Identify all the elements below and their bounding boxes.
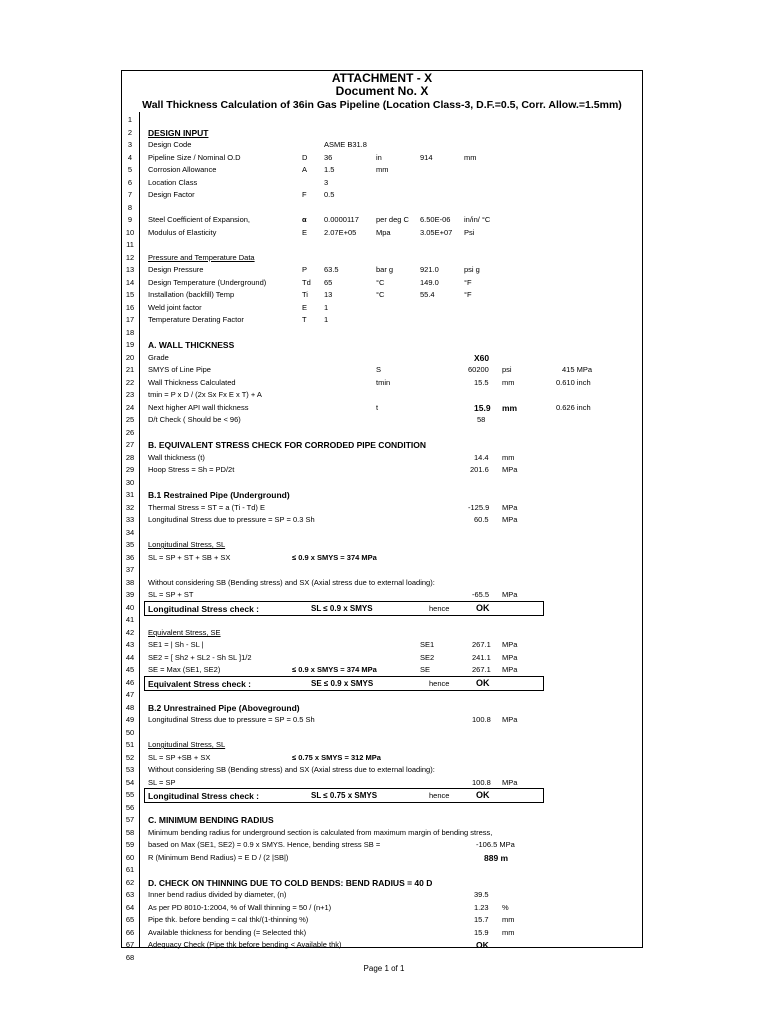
row-number: 46: [125, 677, 135, 687]
cell-text: Without considering SB (Bending stress) and SX (Axial stress due to external loading):: [148, 765, 435, 774]
sheet-row: [122, 377, 642, 390]
sheet-row: [122, 564, 642, 577]
cell-text: D/t Check ( Should be < 96): [148, 415, 241, 424]
cell-text: 0.0000117: [324, 215, 359, 224]
sheet-row: [122, 702, 642, 715]
cell-text: 36: [324, 152, 333, 162]
row-number: 59: [125, 840, 135, 849]
row-number: 20: [125, 352, 135, 362]
row-number: 39: [125, 590, 135, 599]
sheet-row: [122, 339, 642, 352]
sheet-row: [122, 414, 642, 427]
sheet-row: [122, 727, 642, 740]
cell-text: -106.5 MPa: [476, 840, 515, 849]
cell-text: T: [302, 315, 307, 324]
cell-text: Mpa: [376, 227, 391, 237]
check-label: Equivalent Stress check :: [148, 678, 251, 689]
cell-text: MPa: [502, 665, 518, 674]
sheet-row: [122, 914, 642, 927]
sheet-row: [122, 527, 642, 540]
cell-text: ASME B31.8: [324, 140, 367, 149]
sheet-row: [122, 752, 642, 765]
row-number: 30: [125, 477, 135, 487]
cell-text: SE2 = [ Sh2 + SL2 - Sh SL ]1/2: [148, 652, 252, 662]
sheet-row: [122, 352, 642, 365]
row-number: 16: [125, 302, 135, 312]
row-number: 35: [125, 540, 135, 549]
cell-text: X60: [474, 352, 490, 363]
cell-text: SL = SP + ST: [148, 590, 194, 599]
row-number: 17: [125, 315, 135, 324]
cell-text: 267.1: [472, 640, 491, 649]
cell-text: Longitudinal Stress due to pressure = SP = 0.5 Sh: [148, 715, 315, 724]
row-number: 25: [125, 415, 135, 424]
row-number: 18: [125, 327, 135, 337]
row-number: 33: [125, 515, 135, 524]
cell-text: mm: [502, 377, 515, 387]
cell-text: C. MINIMUM BENDING RADIUS: [148, 815, 274, 825]
sheet-row: [122, 952, 642, 965]
row-number: 65: [125, 915, 135, 924]
cell-text: ≤ 0.9 x SMYS = 374 MPa: [292, 665, 377, 674]
cell-text: ≤ 0.9 x SMYS = 374 MPa: [292, 552, 377, 562]
row-number: 1: [127, 115, 133, 124]
cell-text: OK: [476, 940, 489, 950]
cell-text: Minimum bending radius for underground section is calculated from maximum margin of bending stress,: [148, 827, 493, 837]
sheet-row: [122, 227, 642, 240]
cell-text: in: [376, 152, 382, 162]
sheet-row: [122, 627, 642, 640]
check-criterion: SL ≤ 0.75 x SMYS: [311, 791, 378, 800]
row-number: 10: [125, 227, 135, 237]
row-number: 26: [125, 427, 135, 437]
sheet-row: [122, 577, 642, 590]
cell-text: SMYS of Line Pipe: [148, 365, 211, 374]
cell-text: As per PD 8010-1:2004, % of Wall thinning = 50 / (n+1): [148, 902, 332, 912]
stress-check-box: [144, 788, 544, 803]
cell-text: 267.1: [472, 665, 491, 674]
cell-text: 100.8: [472, 777, 491, 787]
sheet-row: [122, 514, 642, 527]
cell-text: SE1 = | Sh - SL |: [148, 640, 204, 649]
cell-text: 1: [324, 315, 329, 324]
check-criterion: SE ≤ 0.9 x SMYS: [311, 678, 374, 688]
cell-text: Temperature Derating Factor: [148, 315, 244, 324]
cell-text: 149.0: [420, 277, 439, 287]
cell-text: S: [376, 365, 382, 374]
cell-text: 100.8: [472, 715, 491, 724]
sheet-row: [122, 864, 642, 877]
cell-text: psi g: [464, 265, 480, 274]
row-number: 34: [125, 527, 135, 537]
row-number: 2: [127, 127, 133, 137]
cell-text: ≤ 0.75 x SMYS = 312 MPa: [292, 752, 381, 762]
cell-text: α: [302, 215, 307, 224]
cell-text: F: [302, 190, 307, 199]
sheet-row: [122, 402, 642, 415]
cell-text: 15.9: [474, 927, 489, 937]
check-result: OK: [476, 790, 490, 800]
cell-text: 241.1: [472, 652, 491, 662]
sheet-row: [122, 464, 642, 477]
row-number: 36: [125, 552, 135, 562]
cell-text: 1.5: [324, 165, 335, 174]
cell-text: SE = Max (SE1, SE2): [148, 665, 221, 674]
cell-text: Available thickness for bending (= Selected thk): [148, 927, 307, 937]
cell-text: per deg C: [376, 215, 409, 224]
cell-text: SL = SP + ST + SB + SX: [148, 552, 231, 562]
cell-text: tmin: [376, 377, 391, 387]
cell-text: 2.07E+05: [324, 227, 357, 237]
sheet-row: [122, 152, 642, 165]
row-number: 67: [125, 940, 135, 949]
row-number: 37: [125, 565, 135, 574]
cell-text: Modulus of Elasticity: [148, 227, 217, 237]
sheet-row: [122, 889, 642, 902]
cell-text: D: [302, 152, 308, 162]
row-number: 40: [125, 602, 135, 612]
cell-text: Design Code: [148, 140, 192, 149]
row-number: 63: [125, 890, 135, 899]
cell-text: Steel Coefficient of Expansion,: [148, 215, 251, 224]
row-number: 48: [125, 702, 135, 712]
cell-text: Pressure and Temperature Data: [148, 252, 255, 262]
cell-text: MPa: [502, 515, 518, 524]
cell-text: Adequacy Check (Pipe thk before bending < Available thk): [148, 940, 342, 949]
cell-text: MPa: [502, 465, 518, 474]
cell-text: 201.6: [470, 465, 489, 474]
cell-text: in/in/ °C: [464, 215, 491, 224]
row-number: 42: [125, 627, 135, 637]
cell-text: D. CHECK ON THINNING DUE TO COLD BENDS: BEND RADIUS = 40 D: [148, 877, 433, 888]
row-number: 66: [125, 927, 135, 937]
cell-text: Corrosion Allowance: [148, 165, 217, 174]
cell-text: R (Minimum Bend Radius) = E D / (2 |SB|): [148, 852, 289, 862]
row-number: 51: [125, 740, 135, 749]
sheet-row: [122, 639, 642, 652]
cell-text: Location Class: [148, 177, 198, 187]
cell-text: MPa: [502, 502, 518, 512]
check-hence: hence: [429, 603, 450, 613]
cell-text: B. EQUIVALENT STRESS CHECK FOR CORRODED PIPE CONDITION: [148, 440, 427, 450]
row-number: 52: [125, 752, 135, 762]
cell-text: A: [302, 165, 308, 174]
sheet-row: [122, 764, 642, 777]
cell-text: 1: [324, 302, 329, 312]
cell-text: SL = SP: [148, 777, 176, 787]
row-number: 54: [125, 777, 135, 787]
check-result: OK: [476, 677, 490, 688]
row-number: 7: [127, 190, 133, 199]
cell-text: A. WALL THICKNESS: [148, 340, 235, 350]
cell-text: 63.5: [324, 265, 339, 274]
cell-text: 13: [324, 290, 333, 299]
cell-text: °F: [464, 290, 472, 299]
sheet-row: [122, 502, 642, 515]
cell-text: Hoop Stress = Sh = PD/2t: [148, 465, 235, 474]
check-criterion: SL ≤ 0.9 x SMYS: [311, 603, 373, 613]
cell-text: 415 MPa: [562, 365, 593, 374]
row-number: 68: [125, 952, 135, 962]
row-number: 50: [125, 727, 135, 737]
cell-text: based on Max (SE1, SE2) = 0.9 x SMYS. Hence, bending stress SB =: [148, 840, 381, 849]
row-number: 32: [125, 502, 135, 512]
cell-text: 60200: [468, 365, 489, 374]
cell-text: SE1: [420, 640, 435, 649]
row-number: 14: [125, 277, 135, 287]
row-number: 9: [127, 215, 133, 224]
cell-text: Grade: [148, 352, 169, 362]
cell-text: MPa: [502, 640, 518, 649]
row-number: 64: [125, 902, 135, 912]
cell-text: 1.23: [474, 902, 489, 912]
row-number: 55: [125, 790, 135, 799]
row-number: 15: [125, 290, 135, 299]
cell-text: 15.5: [474, 377, 489, 387]
cell-text: 15.7: [474, 915, 489, 924]
cell-text: Pipe thk. before bending = cal thk/(1-thinning %): [148, 915, 309, 924]
cell-text: %: [502, 902, 509, 912]
cell-text: 58: [477, 415, 486, 424]
sheet-row: [122, 927, 642, 940]
cell-text: Td: [302, 277, 311, 287]
cell-text: Next higher API wall thickness: [148, 402, 249, 412]
cell-text: B.1 Restrained Pipe (Underground): [148, 490, 290, 500]
row-number: 38: [125, 577, 135, 587]
sheet-row: [122, 452, 642, 465]
stress-check-box: [144, 676, 544, 691]
cell-text: bar g: [376, 265, 394, 274]
page-number: Page 1 of 1: [363, 964, 405, 973]
row-number: 22: [125, 377, 135, 387]
sheet-row: [122, 439, 642, 452]
cell-text: Design Pressure: [148, 265, 204, 274]
cell-text: Wall Thickness Calculated: [148, 377, 236, 387]
row-number: 56: [125, 802, 135, 812]
row-number: 19: [125, 340, 135, 349]
sheet-row: [122, 302, 642, 315]
sheet-row: [122, 852, 642, 865]
row-number: 3: [127, 140, 133, 149]
cell-text: Thermal Stress = ST = a (Ti - Td) E: [148, 502, 265, 512]
row-number: 61: [125, 865, 135, 874]
row-number: 57: [125, 815, 135, 824]
sheet-row: [122, 552, 642, 565]
sheet-row: [122, 127, 642, 140]
cell-text: Design Temperature (Underground): [148, 277, 267, 287]
cell-text: 55.4: [420, 290, 435, 299]
sheet-row: [122, 939, 642, 952]
sheet-row: [122, 877, 642, 890]
cell-text: 60.5: [474, 515, 489, 524]
sheet-row: [122, 264, 642, 277]
cell-text: Weld joint factor: [148, 302, 202, 312]
cell-text: mm: [376, 165, 389, 174]
cell-text: MPa: [502, 777, 518, 787]
cell-text: SE: [420, 665, 431, 674]
row-number: 4: [127, 152, 133, 162]
sheet-row: [122, 489, 642, 502]
cell-text: tmin = P x D / (2x Sx Fx E x T) + A: [148, 390, 262, 399]
cell-text: Ti: [302, 290, 308, 299]
sheet-row: [122, 139, 642, 152]
cell-text: Inner bend radius divided by diameter, (n): [148, 890, 287, 899]
cell-text: B.2 Unrestrained Pipe (Aboveground): [148, 702, 300, 713]
sheet-row: [122, 714, 642, 727]
row-number: 12: [125, 252, 135, 262]
cell-text: MPa: [502, 652, 518, 662]
cell-text: 65: [324, 277, 333, 287]
cell-text: MPa: [502, 590, 518, 599]
sheet-row: [122, 164, 642, 177]
row-number: 44: [125, 652, 135, 662]
sheet-row: [122, 902, 642, 915]
check-result: OK: [476, 602, 490, 613]
sheet-row: [122, 739, 642, 752]
cell-text: 889 m: [484, 852, 509, 863]
cell-text: P: [302, 265, 308, 274]
cell-text: t: [376, 402, 379, 412]
cell-text: SE2: [420, 652, 435, 662]
document-number: Document No. X: [335, 84, 429, 98]
row-number: 24: [125, 402, 135, 412]
cell-text: 921.0: [420, 265, 439, 274]
cell-text: Wall thickness (t): [148, 452, 205, 462]
row-number: 28: [125, 452, 135, 462]
cell-text: Installation (backfill) Temp: [148, 290, 235, 299]
cell-text: 3: [324, 177, 329, 187]
cell-text: mm: [502, 927, 515, 937]
calculation-subtitle: Wall Thickness Calculation of 36in Gas Pipeline (Location Class-3, D.F.=0.5, Corr. Allow.=1.5mm): [142, 99, 622, 111]
cell-text: mm: [502, 915, 515, 924]
cell-text: Design Factor: [148, 190, 195, 199]
row-number: 53: [125, 765, 135, 774]
sheet-row: [122, 539, 642, 552]
sheet-row: [122, 427, 642, 440]
sheet-row: [122, 314, 642, 327]
cell-text: 0.5: [324, 190, 335, 199]
row-number: 60: [125, 852, 135, 862]
sheet-row: [122, 177, 642, 190]
sheet-row: [122, 802, 642, 815]
check-hence: hence: [429, 678, 450, 688]
sheet-row: [122, 327, 642, 340]
cell-text: 39.5: [474, 890, 489, 899]
cell-text: -65.5: [472, 590, 490, 599]
cell-text: -125.9: [468, 502, 490, 512]
row-number: 43: [125, 640, 135, 649]
cell-text: MPa: [502, 715, 518, 724]
sheet-row: [122, 689, 642, 702]
cell-text: mm: [464, 152, 477, 162]
cell-text: Without considering SB (Bending stress) and SX (Axial stress due to external loading):: [148, 577, 435, 587]
sheet-row: [122, 839, 642, 852]
cell-text: 0.626 inch: [556, 402, 591, 412]
cell-text: mm: [502, 402, 518, 413]
cell-text: E: [302, 227, 308, 237]
row-number: 21: [125, 365, 135, 374]
cell-text: °F: [464, 277, 472, 287]
cell-text: 14.4: [474, 452, 489, 462]
attachment-title: ATTACHMENT - X: [331, 71, 433, 85]
check-hence: hence: [429, 791, 450, 800]
row-number: 29: [125, 465, 135, 474]
row-number: 49: [125, 715, 135, 724]
cell-text: 6.50E-06: [420, 215, 451, 224]
check-label: Longitudinal Stress check :: [148, 603, 259, 614]
row-number: 27: [125, 440, 135, 449]
row-number: 5: [127, 165, 133, 174]
sheet-row: [122, 202, 642, 215]
sheet-row: [122, 214, 642, 227]
sheet-row: [122, 252, 642, 265]
cell-text: Equivalent Stress, SE: [148, 627, 221, 637]
cell-text: Longitudinal Stress, SL: [148, 740, 226, 749]
cell-text: Psi: [464, 227, 475, 237]
cell-text: 914: [420, 152, 433, 162]
row-number: 58: [125, 827, 135, 837]
row-number: 6: [127, 177, 133, 187]
sheet-row: [122, 814, 642, 827]
stress-check-box: [144, 601, 544, 616]
row-number: 8: [127, 202, 133, 212]
check-label: Longitudinal Stress check :: [148, 791, 259, 801]
row-number: 41: [125, 615, 135, 624]
cell-text: DESIGN INPUT: [148, 127, 209, 138]
cell-text: Longitudinal Stress, SL: [148, 540, 226, 549]
sheet-row: [122, 289, 642, 302]
row-number: 23: [125, 390, 135, 399]
sheet-row: [122, 114, 642, 127]
cell-text: SL = SP +SB + SX: [148, 752, 211, 762]
sheet-row: [122, 189, 642, 202]
sheet-row: [122, 277, 642, 290]
cell-text: 0.610 inch: [556, 377, 591, 387]
sheet-row: [122, 364, 642, 377]
sheet-row: [122, 477, 642, 490]
sheet-row: [122, 239, 642, 252]
cell-text: °C: [376, 290, 385, 299]
cell-text: 3.05E+07: [420, 227, 453, 237]
cell-text: 15.9: [474, 402, 491, 413]
row-number: 47: [125, 690, 135, 699]
sheet-row: [122, 827, 642, 840]
row-number: 13: [125, 265, 135, 274]
row-number: 11: [126, 240, 134, 249]
row-number: 62: [125, 877, 135, 887]
sheet-row: [122, 614, 642, 627]
cell-text: Longitudinal Stress due to pressure = SP = 0.3 Sh: [148, 515, 315, 524]
sheet-row: [122, 389, 642, 402]
row-number: 45: [125, 665, 135, 674]
row-number: 31: [125, 490, 135, 499]
cell-text: psi: [502, 365, 512, 374]
sheet-row: [122, 652, 642, 665]
cell-text: Pipeline Size / Nominal O.D: [148, 152, 241, 162]
cell-text: E: [302, 302, 308, 312]
cell-text: °C: [376, 277, 385, 287]
cell-text: mm: [502, 452, 515, 462]
